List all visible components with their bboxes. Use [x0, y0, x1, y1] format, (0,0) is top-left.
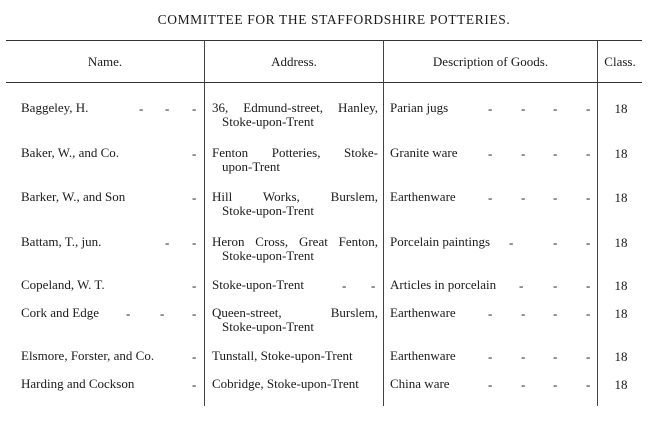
column-divider-name [204, 40, 205, 406]
leader-dash: - [586, 146, 591, 161]
header-class: Class. [604, 54, 636, 69]
row-address-line1: Fenton Potteries, Stoke- [212, 145, 378, 160]
leader-dash: - [519, 278, 524, 293]
leader-dash: - [553, 235, 558, 250]
leader-dash: - [165, 101, 170, 116]
row-address: Tunstall, Stoke-upon-Trent [212, 348, 353, 363]
row-goods: Earthenware [390, 189, 456, 204]
row-address-line1: 36, Edmund-street, Hanley, [212, 100, 378, 115]
header-name: Name. [87, 54, 123, 69]
row-class: 18 [614, 101, 628, 116]
leader-dash: - [488, 377, 493, 392]
column-divider-address [383, 40, 384, 406]
row-class: 18 [614, 278, 628, 293]
leader-dash: - [165, 235, 170, 250]
leader-dash: - [160, 306, 165, 321]
leader-dash: - [509, 235, 514, 250]
leader-dash: - [521, 306, 526, 321]
leader-dash: - [521, 377, 526, 392]
leader-dash: - [586, 235, 591, 250]
row-goods: China ware [390, 376, 450, 391]
leader-dash: - [521, 146, 526, 161]
row-address [212, 235, 378, 263]
leader-dash: - [586, 377, 591, 392]
row-goods: Articles in porcelain [390, 277, 497, 292]
leader-dash: - [192, 101, 197, 116]
row-goods: Earthenware [390, 305, 456, 320]
leader-dash: - [192, 349, 197, 364]
row-goods: Granite ware [390, 145, 458, 160]
leader-dash: - [488, 349, 493, 364]
leader-dash: - [553, 377, 558, 392]
row-address-line2: Stoke-upon-Trent [222, 203, 314, 218]
row-address-line2: upon-Trent [222, 159, 281, 174]
row-address [212, 101, 378, 129]
column-divider-description [597, 40, 598, 406]
row-class: 18 [614, 306, 628, 321]
row-address-line1: Hill Works, Burslem, [212, 189, 378, 204]
row-name: Barker, W., and Son [21, 189, 126, 204]
leader-dash: - [553, 146, 558, 161]
leader-dash: - [192, 306, 197, 321]
row-address-line1: Queen-street, Burslem, [212, 305, 378, 320]
leader-dash: - [553, 101, 558, 116]
row-name: Battam, T., jun. [21, 234, 102, 249]
leader-dash: - [586, 349, 591, 364]
leader-dash: - [371, 278, 376, 293]
row-class: 18 [614, 146, 628, 161]
leader-dash: - [553, 349, 558, 364]
leader-dash: - [586, 306, 591, 321]
row-class: 18 [614, 377, 628, 392]
header-address: Address. [271, 54, 317, 69]
leader-dash: - [488, 146, 493, 161]
leader-dash: - [488, 306, 493, 321]
row-name: Harding and Cockson [21, 376, 135, 391]
row-class: 18 [614, 190, 628, 205]
row-class: 18 [614, 235, 628, 250]
row-address-line2: Stoke-upon-Trent [222, 114, 314, 129]
row-goods: Porcelain paintings [390, 234, 491, 249]
row-name: Baker, W., and Co. [21, 145, 120, 160]
leader-dash: - [126, 306, 131, 321]
row-name: Cork and Edge [21, 305, 99, 320]
row-address [212, 306, 378, 334]
leader-dash: - [192, 377, 197, 392]
row-address-line2: Stoke-upon-Trent [222, 248, 314, 263]
leader-dash: - [488, 101, 493, 116]
row-address [212, 190, 378, 218]
leader-dash: - [488, 190, 493, 205]
row-address-line1: Heron Cross, Great Fenton, [212, 234, 378, 249]
leader-dash: - [521, 101, 526, 116]
row-goods: Earthenware [390, 348, 456, 363]
row-name: Baggeley, H. [21, 100, 89, 115]
page-title: COMMITTEE FOR THE STAFFORDSHIRE POTTERIES. [157, 12, 511, 27]
table-top-rule [6, 40, 642, 41]
leader-dash: - [553, 306, 558, 321]
leader-dash: - [586, 278, 591, 293]
leader-dash: - [192, 146, 197, 161]
row-class: 18 [614, 349, 628, 364]
leader-dash: - [192, 190, 197, 205]
leader-dash: - [342, 278, 347, 293]
leader-dash: - [553, 278, 558, 293]
leader-dash: - [139, 101, 144, 116]
leader-dash: - [192, 235, 197, 250]
leader-dash: - [586, 101, 591, 116]
header-bottom-rule [6, 82, 642, 83]
row-goods: Parian jugs [390, 100, 449, 115]
row-address: Cobridge, Stoke-upon-Trent [212, 376, 359, 391]
header-description: Description of Goods. [432, 54, 549, 69]
leader-dash: - [192, 278, 197, 293]
leader-dash: - [521, 349, 526, 364]
row-name: Elsmore, Forster, and Co. [21, 348, 155, 363]
leader-dash: - [586, 190, 591, 205]
row-address [212, 146, 378, 174]
leader-dash: - [521, 190, 526, 205]
row-address: Stoke-upon-Trent [212, 277, 304, 292]
leader-dash: - [553, 190, 558, 205]
row-address-line2: Stoke-upon-Trent [222, 319, 314, 334]
row-name: Copeland, W. T. [21, 277, 105, 292]
